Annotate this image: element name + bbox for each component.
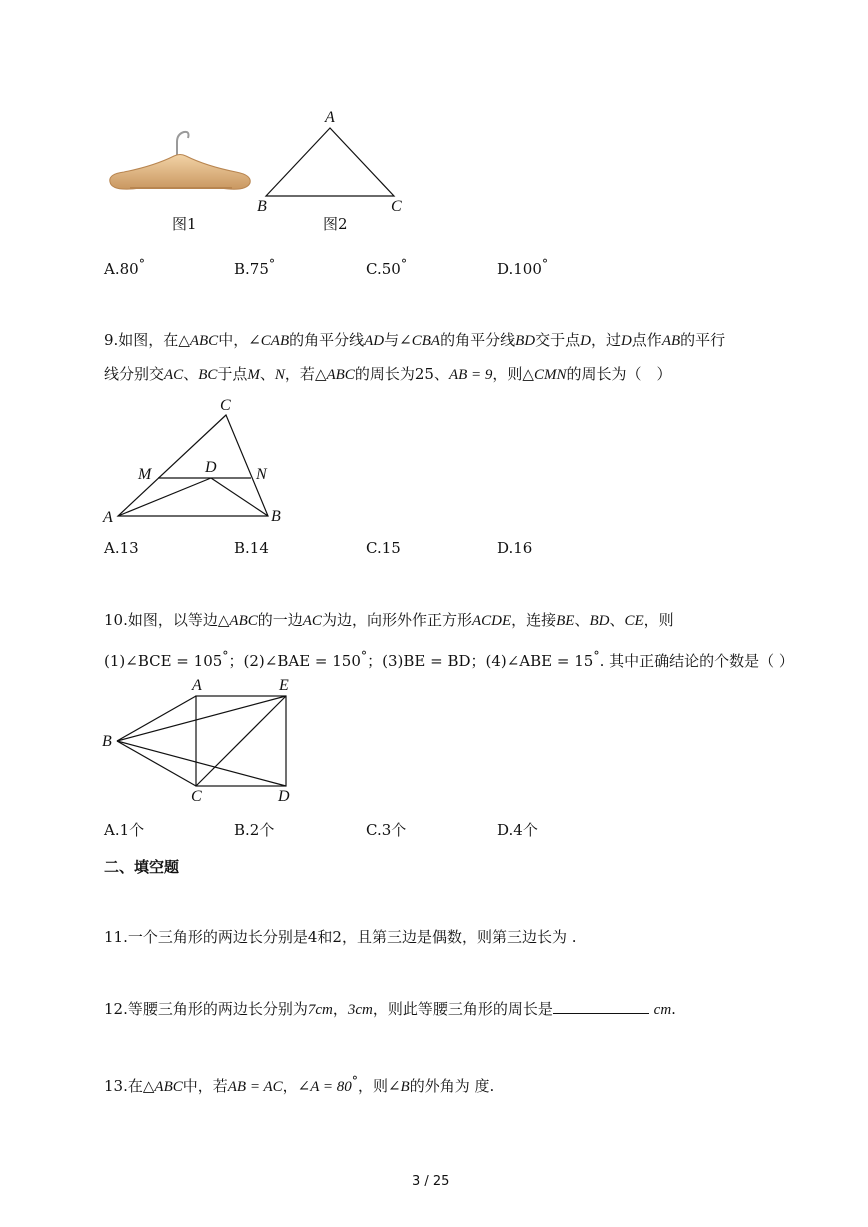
q10-segment-ba [117,696,196,741]
q10-point-b: B [102,733,112,750]
q9-point-c: C [220,397,231,414]
q9-point-a: A [103,509,113,526]
point-b-label: B [257,198,267,215]
q10-segment-bd [117,741,286,786]
q13-text: 13.在△ABC中，若AB = AC，∠A = 80°，则∠B的外角为 度. [104,1073,495,1095]
q10-segment-bc [117,741,196,786]
q9-point-d: D [205,459,217,476]
q8-option-c[interactable]: C.50° [366,256,408,278]
q10-line1: 10.如图，以等边△ABC的一边AC为边，向形外作正方形ACDE，连接BE、BD、CE，则 [104,611,674,629]
section2-title: 二、填空题 [104,858,180,876]
q8-option-d[interactable]: D.100° [497,256,549,278]
q9-point-b: B [271,508,281,525]
q10-point-e: E [279,677,289,694]
q10-line2: (1)∠BCE = 105°；(2)∠BAE = 150°；(3)BE = BD；(4)∠ABE = 15°. 其中正确结论的个数是（ ） [104,648,794,670]
q12-text: 12.等腰三角形的两边长分别为7cm，3cm，则此等腰三角形的周长是 cm. [104,1000,676,1018]
q10-option-d[interactable]: D.4个 [497,821,538,839]
q10-option-c[interactable]: C.3个 [366,821,407,839]
q9-point-m: M [138,466,152,483]
q9-point-n: N [256,466,267,483]
q10-option-b[interactable]: B.2个 [234,821,275,839]
figure1-label: 图1 [172,215,197,233]
q10-point-d: D [278,788,290,805]
page-number: 3 / 25 [412,1174,450,1189]
q10-point-a: A [192,677,202,694]
q9-option-c[interactable]: C.15 [366,539,401,557]
q10-point-c: C [191,788,202,805]
q9-option-b[interactable]: B.14 [234,539,269,557]
point-a-label: A [325,109,335,126]
q11-text: 11.一个三角形的两边长分别是4和2，且第三边是偶数，则第三边长为 . [104,928,577,946]
q8-option-b[interactable]: B.75° [234,256,276,278]
q9-line1: 9.如图，在△ABC中，∠CAB的角平分线AD与∠CBA的角平分线BD交于点D，过D点作AB的平行 [104,331,726,349]
q9-option-a[interactable]: A.13 [104,539,139,557]
q10-segment-ce [196,696,286,786]
q10-segment-be [117,696,286,741]
q9-option-d[interactable]: D.16 [497,539,533,557]
q8-option-a[interactable]: A.80° [104,256,145,278]
figure2-label: 图2 [323,215,348,233]
q9-line2: 线分别交AC、BC于点M、N，若△ABC的周长为25、AB = 9，则△CMN的周长为（ ） [104,365,672,383]
q12-answer-blank[interactable] [553,998,649,1014]
q10-option-a[interactable]: A.1个 [104,821,145,839]
point-c-label: C [391,198,402,215]
